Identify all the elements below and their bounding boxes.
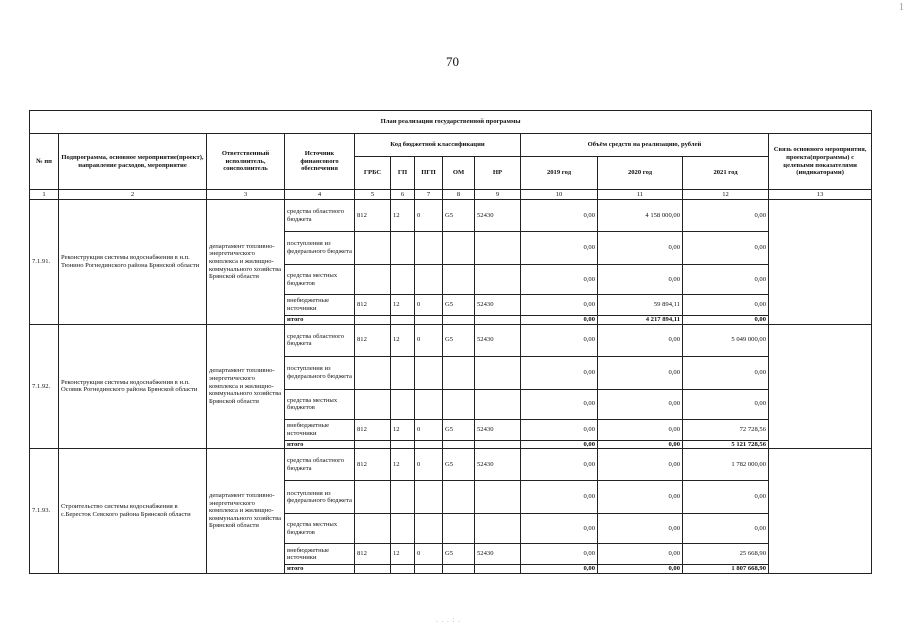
- amount-2021: 0,00: [683, 481, 769, 514]
- nr-code: 52430: [475, 449, 521, 481]
- header-nr: НР: [475, 157, 521, 190]
- grbs-code: 812: [355, 449, 391, 481]
- amount-2021: 0,00: [683, 389, 769, 419]
- om-code: [443, 232, 475, 265]
- pgp-code: [415, 514, 443, 544]
- gp-code: [391, 481, 415, 514]
- empty-cell: [391, 565, 415, 574]
- funding-source: средства областного бюджета: [285, 200, 355, 232]
- empty-cell: [391, 440, 415, 449]
- grbs-code: [355, 514, 391, 544]
- total-2021: 5 121 728,56: [683, 440, 769, 449]
- nr-code: [475, 389, 521, 419]
- om-code: [443, 481, 475, 514]
- header-name: Подпрограмма, основное мероприятие(проект), направление расходов, мероприятие: [59, 134, 207, 190]
- om-code: G5: [443, 324, 475, 356]
- grbs-code: [355, 265, 391, 295]
- amount-2020: 0,00: [598, 324, 683, 356]
- om-code: G5: [443, 449, 475, 481]
- gp-code: 12: [391, 544, 415, 565]
- nr-code: 52430: [475, 295, 521, 316]
- empty-cell: [443, 565, 475, 574]
- amount-2020: 0,00: [598, 232, 683, 265]
- index-cell: 12: [683, 190, 769, 200]
- section-executor: департамент топливно-энергетического комплекса и жилищно-коммунального хозяйства Брянской области: [207, 200, 285, 325]
- amount-2019: 0,00: [521, 481, 598, 514]
- amount-2021: 0,00: [683, 200, 769, 232]
- header-budget-code: Код бюджетной классификации: [355, 134, 521, 157]
- grbs-code: [355, 481, 391, 514]
- gp-code: [391, 514, 415, 544]
- amount-2019: 0,00: [521, 324, 598, 356]
- header-executor: Ответственный исполнитель, соисполнитель: [207, 134, 285, 190]
- gp-code: [391, 232, 415, 265]
- grbs-code: 812: [355, 295, 391, 316]
- gp-code: [391, 265, 415, 295]
- section-number: 7.1.91.: [30, 200, 59, 325]
- nr-code: [475, 356, 521, 389]
- total-label: итого: [285, 565, 355, 574]
- om-code: [443, 389, 475, 419]
- amount-2021: 0,00: [683, 265, 769, 295]
- gp-code: 12: [391, 324, 415, 356]
- total-label: итого: [285, 316, 355, 325]
- grbs-code: 812: [355, 324, 391, 356]
- table-body: [30, 200, 872, 574]
- total-2021: 0,00: [683, 316, 769, 325]
- funding-source: средства местных бюджетов: [285, 389, 355, 419]
- amount-2020: 0,00: [598, 514, 683, 544]
- page-number: 70: [446, 54, 459, 69]
- index-cell: 4: [285, 190, 355, 200]
- index-cell: 13: [769, 190, 872, 200]
- funding-source: внебюджетные источники: [285, 544, 355, 565]
- header-pgp: ПГП: [415, 157, 443, 190]
- nr-code: [475, 232, 521, 265]
- empty-cell: [475, 440, 521, 449]
- total-2019: 0,00: [521, 316, 598, 325]
- om-code: [443, 514, 475, 544]
- funding-source: внебюджетные источники: [285, 295, 355, 316]
- empty-cell: [355, 565, 391, 574]
- total-2020: 4 217 894,11: [598, 316, 683, 325]
- header-om: ОМ: [443, 157, 475, 190]
- index-cell: 10: [521, 190, 598, 200]
- section-executor: департамент топливно-энергетического комплекса и жилищно-коммунального хозяйства Брянской области: [207, 449, 285, 574]
- amount-2020: 4 158 000,00: [598, 200, 683, 232]
- nr-code: 52430: [475, 200, 521, 232]
- funding-source: средства местных бюджетов: [285, 265, 355, 295]
- table-title: План реализации государственной программы: [30, 111, 872, 134]
- pgp-code: [415, 356, 443, 389]
- amount-2019: 0,00: [521, 449, 598, 481]
- amount-2021: 5 049 000,00: [683, 324, 769, 356]
- amount-2020: 0,00: [598, 449, 683, 481]
- index-cell: 11: [598, 190, 683, 200]
- index-cell: 5: [355, 190, 391, 200]
- gp-code: [391, 389, 415, 419]
- pgp-code: [415, 389, 443, 419]
- om-code: G5: [443, 200, 475, 232]
- empty-cell: [415, 440, 443, 449]
- pgp-code: 0: [415, 324, 443, 356]
- table-row: [30, 200, 872, 232]
- empty-cell: [391, 316, 415, 325]
- funding-source: поступления из федерального бюджета: [285, 232, 355, 265]
- funding-source: поступления из федерального бюджета: [285, 356, 355, 389]
- grbs-code: [355, 232, 391, 265]
- grbs-code: 812: [355, 200, 391, 232]
- amount-2019: 0,00: [521, 200, 598, 232]
- empty-cell: [475, 565, 521, 574]
- pgp-code: 0: [415, 449, 443, 481]
- amount-2021: 1 782 000,00: [683, 449, 769, 481]
- amount-2019: 0,00: [521, 544, 598, 565]
- amount-2021: 0,00: [683, 232, 769, 265]
- gp-code: 12: [391, 449, 415, 481]
- section-number: 7.1.93.: [30, 449, 59, 574]
- grbs-code: [355, 389, 391, 419]
- section-name: Реконструкция системы водоснабжения в н.п. Тюнино Рогнединского района Брянской области: [59, 200, 207, 325]
- index-cell: 2: [59, 190, 207, 200]
- amount-2020: 59 894,11: [598, 295, 683, 316]
- nr-code: [475, 265, 521, 295]
- pgp-code: [415, 265, 443, 295]
- amount-2019: 0,00: [521, 295, 598, 316]
- total-2019: 0,00: [521, 440, 598, 449]
- amount-2020: 0,00: [598, 389, 683, 419]
- index-cell: 8: [443, 190, 475, 200]
- empty-cell: [415, 565, 443, 574]
- index-cell: 9: [475, 190, 521, 200]
- index-cell: 6: [391, 190, 415, 200]
- pgp-code: 0: [415, 419, 443, 440]
- index-cell: 1: [30, 190, 59, 200]
- empty-cell: [355, 316, 391, 325]
- nr-code: [475, 481, 521, 514]
- pgp-code: 0: [415, 200, 443, 232]
- header-2021: 2021 год: [683, 157, 769, 190]
- section-number: 7.1.92.: [30, 324, 59, 449]
- gp-code: 12: [391, 200, 415, 232]
- nr-code: [475, 514, 521, 544]
- header-volume: Объём средств на реализацию, рублей: [521, 134, 769, 157]
- nr-code: 52430: [475, 419, 521, 440]
- footer-mark: . . . : .: [436, 616, 461, 624]
- amount-2019: 0,00: [521, 356, 598, 389]
- funding-source: средства областного бюджета: [285, 324, 355, 356]
- empty-cell: [443, 440, 475, 449]
- column-index-row: [30, 190, 872, 200]
- pgp-code: 0: [415, 544, 443, 565]
- corner-mark: 1: [899, 2, 904, 13]
- total-2020: 0,00: [598, 565, 683, 574]
- total-2021: 1 807 668,90: [683, 565, 769, 574]
- om-code: [443, 356, 475, 389]
- pgp-code: [415, 481, 443, 514]
- funding-source: средства областного бюджета: [285, 449, 355, 481]
- index-cell: 7: [415, 190, 443, 200]
- total-label: итого: [285, 440, 355, 449]
- program-plan-table: [29, 110, 872, 574]
- header-link: Связь основного мероприятия, проекта(программы) с целевыми показателями (индикаторами): [769, 134, 872, 190]
- amount-2021: 25 668,90: [683, 544, 769, 565]
- gp-code: 12: [391, 419, 415, 440]
- header-source: Источник финансового обеспечения: [285, 134, 355, 190]
- om-code: G5: [443, 295, 475, 316]
- header-2020: 2020 год: [598, 157, 683, 190]
- gp-code: 12: [391, 295, 415, 316]
- empty-cell: [443, 316, 475, 325]
- amount-2021: 0,00: [683, 356, 769, 389]
- empty-cell: [415, 316, 443, 325]
- pgp-code: 0: [415, 295, 443, 316]
- header-gp: ГП: [391, 157, 415, 190]
- amount-2019: 0,00: [521, 265, 598, 295]
- amount-2020: 0,00: [598, 356, 683, 389]
- om-code: [443, 265, 475, 295]
- funding-source: поступления из федерального бюджета: [285, 481, 355, 514]
- amount-2019: 0,00: [521, 514, 598, 544]
- nr-code: 52430: [475, 544, 521, 565]
- pgp-code: [415, 232, 443, 265]
- funding-source: средства местных бюджетов: [285, 514, 355, 544]
- section-name: Реконструкция системы водоснабжения в н.п. Осовик Рогнединского района Брянской области: [59, 324, 207, 449]
- empty-cell: [475, 316, 521, 325]
- amount-2019: 0,00: [521, 232, 598, 265]
- indicator-link-cell: [769, 449, 872, 574]
- table-row: [30, 324, 872, 356]
- amount-2020: 0,00: [598, 481, 683, 514]
- index-cell: 3: [207, 190, 285, 200]
- total-2020: 0,00: [598, 440, 683, 449]
- section-name: Строительство системы водоснабжения в с.Бересток Севского района Брянской области: [59, 449, 207, 574]
- amount-2020: 0,00: [598, 419, 683, 440]
- header-num: № пп: [30, 134, 59, 190]
- amount-2020: 0,00: [598, 265, 683, 295]
- amount-2020: 0,00: [598, 544, 683, 565]
- amount-2021: 0,00: [683, 514, 769, 544]
- om-code: G5: [443, 544, 475, 565]
- amount-2019: 0,00: [521, 389, 598, 419]
- grbs-code: [355, 356, 391, 389]
- header-grbs: ГРБС: [355, 157, 391, 190]
- nr-code: 52430: [475, 324, 521, 356]
- indicator-link-cell: [769, 324, 872, 449]
- om-code: G5: [443, 419, 475, 440]
- empty-cell: [355, 440, 391, 449]
- grbs-code: 812: [355, 544, 391, 565]
- gp-code: [391, 356, 415, 389]
- header-2019: 2019 год: [521, 157, 598, 190]
- table-row: [30, 449, 872, 481]
- grbs-code: 812: [355, 419, 391, 440]
- total-2019: 0,00: [521, 565, 598, 574]
- amount-2021: 0,00: [683, 295, 769, 316]
- indicator-link-cell: [769, 200, 872, 325]
- section-executor: департамент топливно-энергетического комплекса и жилищно-коммунального хозяйства Брянской области: [207, 324, 285, 449]
- funding-source: внебюджетные источники: [285, 419, 355, 440]
- amount-2019: 0,00: [521, 419, 598, 440]
- amount-2021: 72 728,56: [683, 419, 769, 440]
